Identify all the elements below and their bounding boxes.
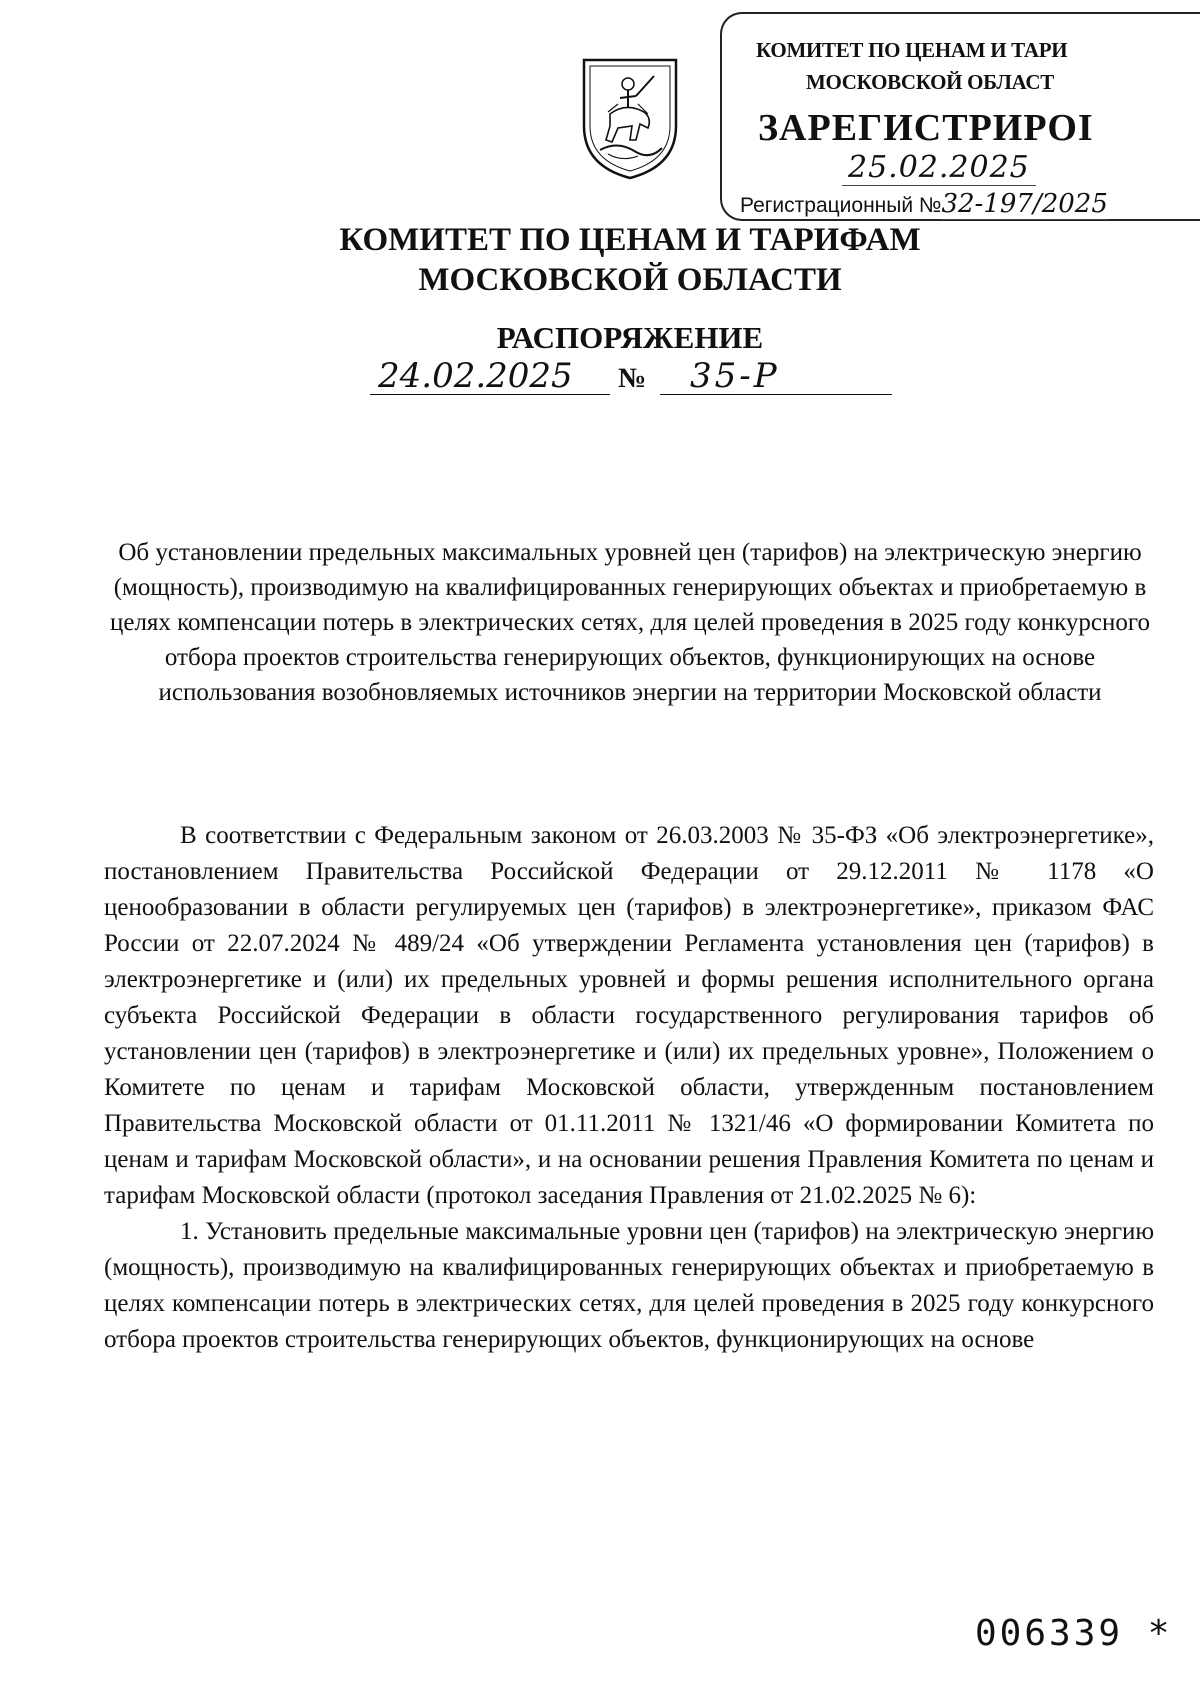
preamble-paragraph: В соответствии с Федеральным законом от 26.03.2003 № 35-ФЗ «Об электроэнергетике», постановлением Правительства Российской Федерации от 29.12.2011 № 1178 «О ценообразовании в области регулируемых цен (тарифов) в электроэнергетике», приказом ФАС России от 22.07.2024 № 489/24 «Об утверждении Регламента установления цен (тарифов) в электроэнергетике и (или) их предельных уровней и формы решения исполнительного органа субъекта Российской Федерации в области государственного регулирования тарифов об установлении цен (тарифов) в электроэнергетике и (или) их предельных уровне», Положением о Комитете по ценам и тарифам Московской области, утвержденным постановлением Правительства Московской области от 01.11.2011 № 1321/46 «О формировании Комитета по ценам и тарифам Московской области», и на основании решения Правления Комитета по ценам и тарифам Московской области (протокол заседания Правления от 21.02.2025 № 6):	[104, 822, 1154, 1209]
stamp-org-line2: МОСКОВСКОЙ ОБЛАСТ	[806, 70, 1054, 94]
document-number: 35-Р	[690, 356, 780, 396]
serial-number: 006339 *	[975, 1613, 1173, 1654]
stamp-reg-number: 32-197/2025	[941, 189, 1108, 219]
stamp-date: 25.02.2025	[842, 150, 1036, 186]
document-subject: Об установлении предельных максимальных уровней цен (тарифов) на электрическую энергию (мощность), производимую на квалифицированных генерирующих объектах и приобретаемую в целях компенсации потерь в электрических сетях, для целей проведения в 2025 году конкурсного отбора проектов строительства генерирующих объектов, функционирующих на основе использования возобновляемых источников энергии на территории Московской области	[109, 539, 1151, 706]
document-date: 24.02.2025	[378, 356, 573, 396]
registration-stamp	[720, 12, 1200, 221]
number-sign: №	[618, 363, 647, 394]
stamp-title: ЗАРЕГИСТРИРОI	[758, 107, 1094, 149]
stamp-reg-label: Регистрационный №	[740, 194, 942, 217]
org-name-line2: МОСКОВСКОЙ ОБЛАСТИ	[418, 262, 842, 298]
stamp-registration	[740, 189, 1108, 219]
org-name-line1: КОМИТЕТ ПО ЦЕНАМ И ТАРИФАМ	[339, 222, 921, 258]
stamp-org-line1: КОМИТЕТ ПО ЦЕНАМ И ТАРИ	[756, 38, 1068, 62]
document-body	[104, 818, 1154, 1358]
moscow-region-coat-of-arms-icon	[578, 54, 682, 182]
document-type: РАСПОРЯЖЕНИЕ	[496, 320, 764, 355]
item-1-paragraph: 1. Установить предельные максимальные уровни цен (тарифов) на электрическую энергию (мощность), производимую на квалифицированных генерирующих объектах и приобретаемую в целях компенсации потерь в электрических сетях, для целей проведения в 2025 году конкурсного отбора проектов строительства генерирующих объектов, функционирующих на основе	[104, 1218, 1154, 1353]
